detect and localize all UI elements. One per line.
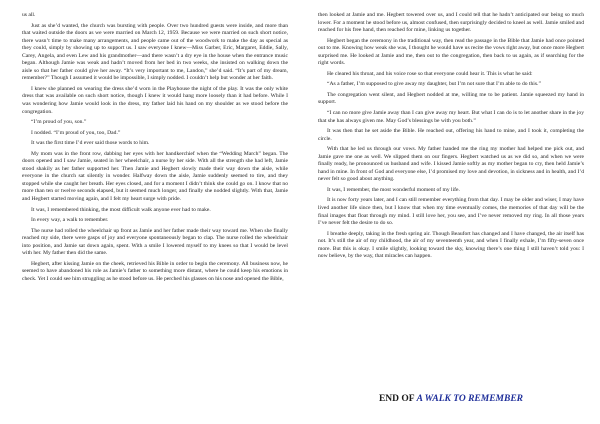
paragraph: He cleared his throat, and his voice rose so that everyone could hear it. This is what he said: [327,70,533,77]
paragraph: It was the first time I’d ever said those words to him. [31,140,150,147]
left-column [22,12,288,287]
paragraph: With that he led us through our vows. My father handed me the ring my mother had helped me pick out, and Jamie gave me one as well. We slipped them on our fingers. Hegbert watched us as we did so, and when we were finally ready, he pronounced us husband and wife. I kissed Jamie softly as my mother began to cry, then held Jamie’s hand in mine. In front of God and everyone else, I’d promised my love and devotion, in sickness and in health, and I’d never felt so good about anything. [318,146,584,183]
paragraph: I knew she planned on wearing the dress she’d worn in the Playhouse the night of the play. It was the only white dress that was available on such short notice, though I knew it would hang more loosely than it had before. While I was wondering how Jamie would look in the dress, my father laid his hand on my shoulder as we stood before the congregation. [22,85,288,115]
paragraph: “I’m proud of you, son.” [31,119,87,126]
end-prefix: END OF [378,394,417,404]
paragraph: The nurse had rolled the wheelchair up front as Jamie and her father made their way toward me. When she finally reached my side, there were gasps of joy and everyone spontaneously began to clap. The nurse rolled the wheelchair into position, and Jamie sat down again, spent. With a smile I lowered myself to my knees so that I would be level with her. My father then did the same. [22,227,288,257]
paragraph: “As a father, I’m supposed to give away my daughter, but I’m not sure that I’m able to do this.” [327,81,541,88]
book-title: A WALK TO REMEMBER [416,394,524,404]
paragraph: It is now forty years later, and I can still remember everything from that day. I may be older and wiser, I may have lived another life since then, but I know that when my time eventually comes, the memories of that day will be the final images that float through my mind. I still love her, you see, and I’ve never removed my ring. In all those years I’ve never felt the desire to do so. [318,197,584,227]
end-of-book-heading [318,394,584,404]
paragraph: It was, I remembered thinking, the most difficult walk anyone ever had to make. [31,206,211,213]
paragraph: then looked at Jamie and me. Hegbert towered over us, and I could tell that he hadn’t anticipated our being so much lower. For a moment he stood before us, almost confused, then surprisingly decided to kneel as well. Jamie smiled and reached for his free hand, then reached for mine, linking us together. [318,12,584,34]
paragraph: It was, I remember, the most wonderful moment of my life. [327,186,460,193]
paragraph: Hegbert began the ceremony in the traditional way, then read the passage in the Bible that Jamie had once pointed out to me. Knowing how weak she was, I thought he would have us recite the vows right away, but once more Hegbert surprised me. He looked at Jamie and me, then out to the congregation, then back to us again, as if searching for the right words. [318,37,584,67]
paragraph: I breathe deeply, taking in the fresh spring air. Though Beaufort has changed and I have changed, the air itself has not. It’s still the air of my childhood, the air of my seventeenth year, and when I finally exhale, I’m fifty-seven once more. But this is okay. I smile slightly, looking toward the sky, knowing there’s one thing I still haven’t told you: I now believe, by the way, that miracles can happen. [318,230,584,260]
paragraph: us all. [22,12,36,18]
paragraph: My mom was in the front row, dabbing her eyes with her handkerchief when the “Wedding March” began. The doors opened and I saw Jamie, seated in her wheelchair, a nurse by her side. With all the strength she had left, Jamie stood shakily as her father supported her. Then Jamie and Hegbert slowly made their way down the aisle, while everyone in the church sat silently in wonder. Halfway down the aisle, Jamie suddenly seemed to tire, and they stopped while she caught her breath. Her eyes closed, and for a moment I didn’t think she could go on. I know that no more than ten or twelve seconds elapsed, but it seemed much longer, and finally she nodded slightly. With that, Jamie and Hegbert started moving again, and I felt my heart surge with pride. [22,150,288,203]
paragraph: It was then that he set aside the Bible. He reached out, offering his hand to mine, and I took it, completing the circle. [318,128,584,142]
paragraph: I nodded. “I’m proud of you, too, Dad.” [31,129,121,136]
paragraph: “I can no more give Jamie away than I can give away my heart. But what I can do is to let another share in the joy that she has always given me. May God’s blessings be with you both.” [318,110,584,124]
paragraph: Just as she’d wanted, the church was bursting with people. Over two hundred guests were inside, and more than that waited outside the doors as we were married on March 12, 1959. Because we were married on such short notice, there wasn’t time to make many arrangements, and people came out of the woodwork to make the day as special as they could, simply by showing up to support us. I saw everyone I knew—Miss Garber, Eric, Margaret, Eddie, Sally, Carey, Angela, and even Lew and his grandmother—and there wasn’t a dry eye in the house when the entrance music began. Although Jamie was weak and hadn’t moved from her bed in two weeks, she insisted on walking down the aisle so that her father could give her away. “It’s very important to me, Landon,” she’d said. “It’s part of my dream, remember?” Though I assumed it would be impossible, I simply nodded. I couldn’t help but wonder at her faith. [22,22,288,82]
paragraph: Hegbert, after kissing Jamie on the cheek, retrieved his Bible in order to begin the ceremony. All business now, he seemed to have abandoned his role as Jamie’s father to something more distant, where he could keep his emotions in check. Yet I could see him struggling as he stood before us. He perched his glasses on his nose and opened the Bible, [22,260,288,282]
paragraph: The congregation went silent, and Hegbert nodded at me, willing me to be patient. Jamie squeezed my hand in support. [318,91,584,106]
paragraph: In every way, a walk to remember. [31,217,109,224]
right-column [318,12,584,264]
